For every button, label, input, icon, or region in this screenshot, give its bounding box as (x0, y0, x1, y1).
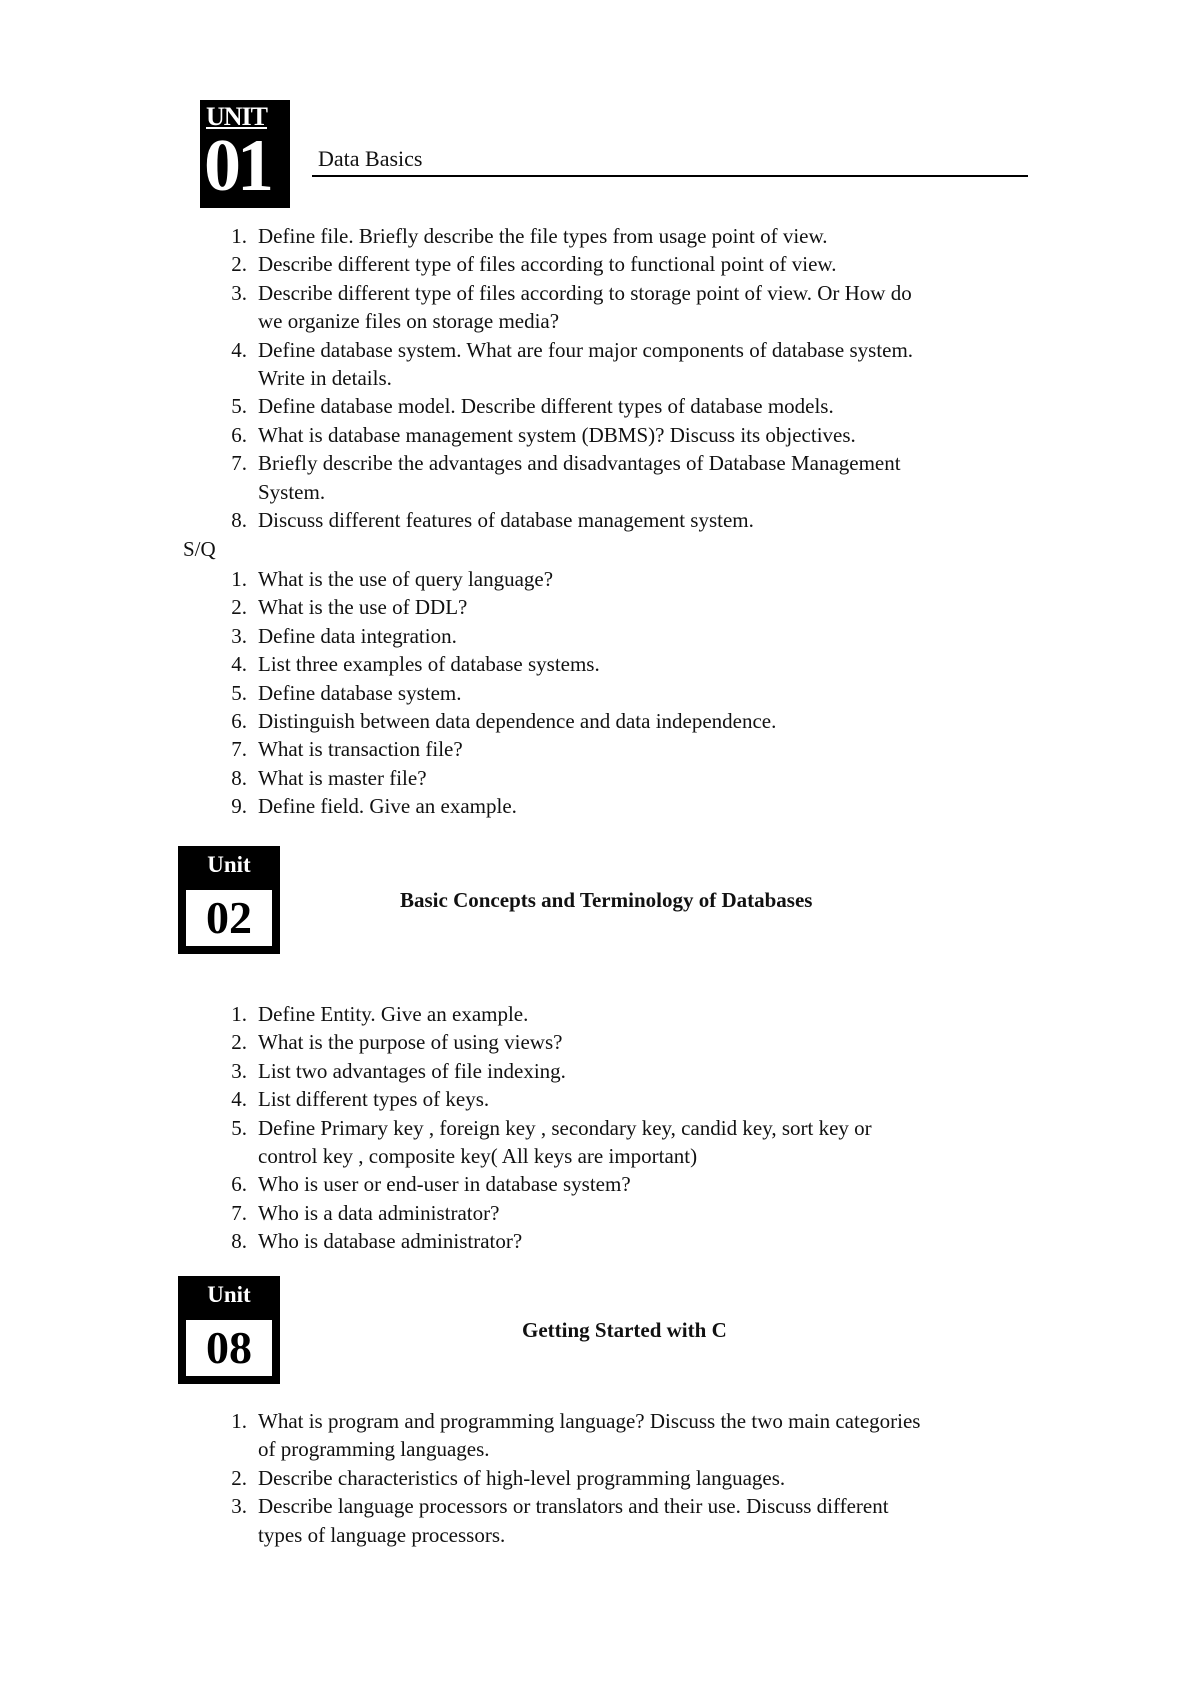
question-number: 8. (231, 1229, 247, 1254)
question-number: 6. (231, 1172, 247, 1197)
question-number: 3. (231, 623, 247, 648)
question-number: 8. (231, 765, 247, 790)
question-number: 6. (231, 422, 247, 447)
question-text-line: Define Primary key , foreign key , secondary key, candid key, sort key or (258, 1115, 872, 1140)
question-text-line: Define field. Give an example. (258, 794, 517, 819)
question-number: 1. (231, 567, 247, 591)
question-item (183, 735, 776, 763)
question-number: 7. (231, 1200, 247, 1225)
question-number: 2. (231, 595, 247, 620)
question-item (183, 250, 913, 278)
question-item (183, 1114, 872, 1171)
question-item (183, 679, 776, 707)
question-number: 6. (231, 709, 247, 734)
unit-01-short-question-list (183, 565, 776, 821)
unit-badge-number: 02 (186, 890, 272, 946)
question-item (183, 565, 776, 593)
question-text-line: List three examples of database systems. (258, 652, 600, 677)
question-text-line: Describe language processors or translators and their use. Discuss different (258, 1494, 889, 1519)
question-item (183, 421, 913, 449)
question-item (183, 336, 913, 393)
unit-02-question-list (183, 1000, 872, 1256)
question-number: 2. (231, 1465, 247, 1490)
header-rule (312, 175, 1028, 177)
unit-01-question-list (183, 222, 913, 534)
question-text-line: List two advantages of file indexing. (258, 1058, 566, 1083)
question-item (183, 650, 776, 678)
question-item (183, 1199, 872, 1227)
question-number: 3. (231, 1058, 247, 1083)
question-item (183, 792, 776, 820)
question-item (183, 1085, 872, 1113)
question-text-line: Write in details. (258, 366, 392, 391)
question-text-line: What is database management system (DBMS)? Discuss its objectives. (258, 422, 856, 447)
question-item (183, 392, 913, 420)
question-text-line: Describe characteristics of high-level programming languages. (258, 1465, 786, 1490)
question-number: 4. (231, 652, 247, 677)
question-item (183, 279, 913, 336)
question-number: 4. (231, 337, 247, 362)
question-text-line: Who is database administrator? (258, 1229, 523, 1254)
question-number: 8. (231, 508, 247, 533)
question-text-line: Describe different type of files according to functional point of view. (258, 252, 837, 277)
question-text-line: Define file. Briefly describe the file types from usage point of view. (258, 224, 828, 248)
question-text-line: Define data integration. (258, 623, 457, 648)
question-item (183, 1000, 872, 1028)
question-text-line: Discuss different features of database management system. (258, 508, 754, 533)
question-text-line: we organize files on storage media? (258, 309, 560, 334)
question-item (183, 1028, 872, 1056)
question-item (183, 1227, 872, 1255)
question-number: 1. (231, 1409, 247, 1433)
question-item (183, 593, 776, 621)
question-text-line: What is program and programming language? Discuss the two main categories (258, 1409, 921, 1433)
question-item (183, 1464, 920, 1492)
unit-01-title: Data Basics (318, 146, 423, 171)
question-item (183, 1407, 920, 1464)
question-text-line: Define database model. Describe different types of database models. (258, 394, 834, 419)
question-text-line: List different types of keys. (258, 1087, 490, 1112)
question-number: 2. (231, 252, 247, 277)
question-item (183, 707, 776, 735)
question-text-line: What is the use of query language? (258, 567, 554, 591)
question-text-line: control key , composite key( All keys are important) (258, 1144, 698, 1169)
question-text-line: System. (258, 479, 326, 504)
question-number: 5. (231, 394, 247, 419)
question-text-line: What is master file? (258, 765, 427, 790)
question-text-line: Distinguish between data dependence and data independence. (258, 709, 777, 734)
question-number: 5. (231, 680, 247, 705)
question-text-line: What is transaction file? (258, 737, 463, 762)
unit-02-title: Basic Concepts and Terminology of Databases (400, 888, 813, 912)
question-number: 3. (231, 1494, 247, 1519)
unit-08-question-list (183, 1407, 920, 1549)
unit-badge-word: Unit (207, 852, 251, 877)
unit-badge-word: Unit (207, 1282, 251, 1307)
question-text-line: Who is a data administrator? (258, 1200, 500, 1225)
unit-badge-number: 08 (186, 1320, 272, 1376)
question-item (183, 1170, 872, 1198)
question-item (183, 1492, 920, 1549)
question-number: 7. (231, 737, 247, 762)
question-item (183, 506, 913, 534)
unit-02-badge (178, 846, 280, 954)
question-item (183, 449, 913, 506)
question-number: 3. (231, 280, 247, 305)
unit-badge-word: UNIT (206, 102, 268, 131)
question-text-line: Define Entity. Give an example. (258, 1002, 529, 1026)
question-item (183, 622, 776, 650)
question-text-line: Define database system. What are four major components of database system. (258, 337, 914, 362)
unit-01-badge (200, 100, 290, 208)
question-number: 1. (231, 224, 247, 248)
question-number: 1. (231, 1002, 247, 1026)
question-text-line: Who is user or end-user in database system? (258, 1172, 631, 1197)
question-text-line: Briefly describe the advantages and disadvantages of Database Management (258, 451, 901, 476)
question-item (183, 764, 776, 792)
short-questions-label: S/Q (183, 537, 216, 561)
question-number: 7. (231, 451, 247, 476)
question-text-line: What is the use of DDL? (258, 595, 468, 620)
question-text-line: types of language processors. (258, 1522, 506, 1547)
question-text-line: Describe different type of files according to storage point of view. Or How do (258, 280, 912, 305)
question-text-line: of programming languages. (258, 1437, 490, 1462)
question-text-line: Define database system. (258, 680, 462, 705)
question-number: 4. (231, 1087, 247, 1112)
unit-badge-number: 01 (204, 125, 270, 207)
question-text-line: What is the purpose of using views? (258, 1030, 563, 1055)
question-item (183, 1057, 872, 1085)
unit-08-badge (178, 1276, 280, 1384)
question-item (183, 222, 913, 250)
question-number: 5. (231, 1115, 247, 1140)
question-number: 9. (231, 794, 247, 819)
question-number: 2. (231, 1030, 247, 1055)
unit-08-title: Getting Started with C (522, 1318, 727, 1342)
